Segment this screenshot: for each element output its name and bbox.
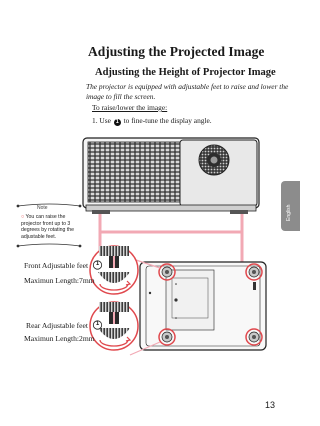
rear-feet-length: Maximun Length:2mm	[24, 334, 95, 343]
front-foot-detail	[90, 246, 138, 294]
note-text	[21, 214, 83, 240]
step-text: to fine-tune the display angle.	[123, 116, 212, 125]
rear-marker-number: 1	[95, 321, 100, 327]
page-title: Adjusting the Projected Image	[88, 44, 265, 59]
language-tab-label: English	[286, 204, 292, 221]
front-feet-length: Maximun Length:7mm	[24, 276, 95, 285]
front-marker-number: 1	[95, 261, 100, 267]
vent-grille	[88, 142, 183, 202]
section-subtitle: Adjusting the Height of Projector Image	[95, 67, 276, 78]
procedure-heading: To raise/lower the image:	[92, 103, 168, 112]
intro-paragraph: The projector is equipped with adjustable feet to raise and lower the image to fill the screen.	[86, 82, 289, 101]
note-bullet: ○	[21, 214, 25, 220]
step-number: 1. Use	[92, 116, 111, 125]
rear-feet-label: Rear Adjustable feet	[26, 321, 88, 330]
projector-top-view	[83, 138, 259, 214]
note-body: You can raise the projector front up to 3 degrees by rotating the adjustable feet.	[21, 214, 75, 240]
note-label: Note	[37, 205, 48, 211]
front-feet-label: Front Adjustable feet	[24, 261, 89, 270]
page-number: 13	[265, 400, 276, 410]
step-bullet: 1	[115, 119, 119, 125]
